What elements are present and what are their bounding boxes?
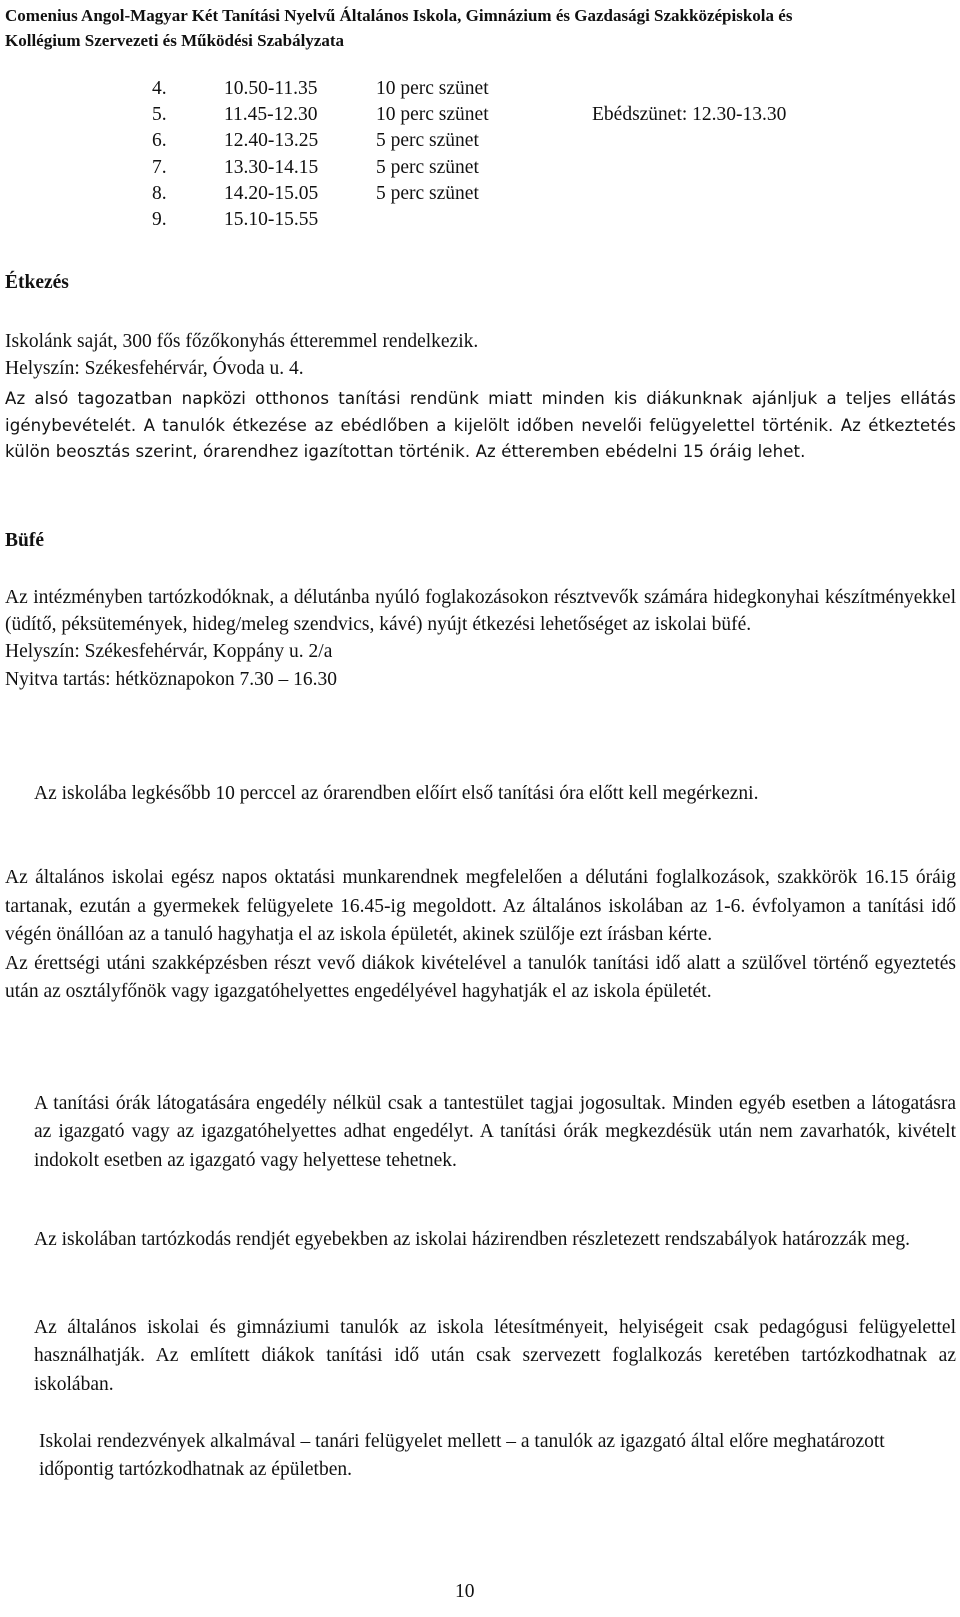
- lesson-time: 12.40-13.25: [224, 130, 319, 152]
- header-line-1: Comenius Angol-Magyar Két Tanítási Nyelvű Általános Iskola, Gimnázium és Gazdasági Szakközépiskola és: [5, 6, 793, 25]
- lesson-time: 10.50-11.35: [224, 78, 318, 99]
- house-rules: [5, 1226, 956, 1254]
- etkezes-text: Az alsó tagozatban napközi otthonos tanítási rendünk miatt minden kis diákunknak ajánljuk a teljes ellátás igénybevételét. A tanulók étkezése az ebédlőben a kijelölt időben nevelői felügyelettel történik. Az étkeztetés külön beosztás szerint, órarendhez igazítottan történik. Az étteremben ebédelni 15 óráig lehet.: [5, 389, 956, 461]
- lesson-number: 7.: [152, 156, 167, 178]
- break-length: 10 perc szünet: [376, 78, 489, 99]
- visiting-rule: [5, 1090, 956, 1175]
- lesson-number: 6.: [152, 130, 167, 152]
- arrival-rule-text: Az iskolába legkésőbb 10 perccel az órarendben előírt első tanítási óra előtt kell megérkezni.: [34, 783, 759, 804]
- facilities-rule: [5, 1314, 956, 1399]
- break-length: 5 perc szünet: [376, 156, 479, 178]
- etkezes-paragraph: [5, 386, 956, 466]
- lesson-number: 9.: [152, 208, 167, 230]
- bufe-hours-line: Nyitva tartás: hétköznapokon 7.30 – 16.30: [5, 668, 337, 690]
- page-number: 10: [455, 1581, 475, 1602]
- facilities-rule-text: Az általános iskolai és gimnáziumi tanulók az iskola létesítményeit, helyiségeit csak pedagógusi felügyelettel használhatják. Az említett diákok tanítási idő után csak szervezett foglalkozás keretében tartózkodhatnak az iskolában.: [34, 1317, 956, 1395]
- afternoon-rules: [5, 864, 956, 1007]
- arrival-rule: [5, 780, 956, 808]
- lesson-number: 4.: [152, 78, 167, 99]
- break-length: 5 perc szünet: [376, 130, 479, 152]
- events-rule-text: Iskolai rendezvények alkalmával – tanári felügyelet mellett – a tanulók az igazgató által előre meghatározott időpontig tartózkodhatnak az épületben.: [39, 1431, 885, 1481]
- visiting-rule-text: A tanítási órák látogatására engedély nélkül csak a tantestület tagjai jogosultak. Minden egyéb esetben a látogatásra az igazgató vagy az igazgatóhelyettes adhat engedélyt. A tanítási órák megkezdésük után nem zavarhatók, kivételt indokolt esetben az igazgató vagy helyettese tehetnek.: [34, 1093, 956, 1171]
- lesson-number: 5.: [152, 104, 167, 126]
- lesson-time: 14.20-15.05: [224, 182, 319, 204]
- document-header: [5, 3, 950, 53]
- etkezes-kitchen-line: Iskolánk saját, 300 fős főzőkonyhás étteremmel rendelkezik.: [5, 331, 479, 352]
- house-rules-text: Az iskolában tartózkodás rendjét egyebekben az iskolai házirendben részletezett rendszabályok határozzák meg.: [34, 1229, 911, 1250]
- section-heading-bufe: Büfé: [5, 530, 44, 551]
- section-heading-etkezes: Étkezés: [5, 272, 69, 293]
- etkezes-intro: [5, 328, 956, 382]
- etkezes-location-line: Helyszín: Székesfehérvár, Óvoda u. 4.: [5, 358, 304, 380]
- events-rule: [5, 1428, 956, 1485]
- bufe-paragraph: [5, 584, 956, 693]
- afternoon-rule-text: Az általános iskolai egész napos oktatási munkarendnek megfelelően a délutáni foglalkozások, szakkörök 16.15 óráig tartanak, ezután a gyermekek felügyelete 16.45-ig megoldott. Az általános iskolában az 1-6. évfolyamon a tanítási idő végén önállóan az a tanuló hagyhatja el az iskola épületét, akinek szülője ezt írásban kérte.: [5, 867, 956, 945]
- bufe-text: Az intézményben tartózkodóknak, a délutánba nyúló foglakozásokon résztvevők számára hidegkonyhai készítményekkel (üdítő, péksütemények, hideg/meleg szendvics, kávé) nyújt étkezési lehetőséget az iskolai büfé.: [5, 587, 956, 636]
- lesson-time: 15.10-15.55: [224, 208, 319, 230]
- lesson-number: 8.: [152, 182, 167, 204]
- bufe-location-line: Helyszín: Székesfehérvár, Koppány u. 2/a: [5, 641, 333, 663]
- lesson-time: 11.45-12.30: [224, 104, 318, 126]
- break-length: 5 perc szünet: [376, 182, 479, 204]
- lunch-break: Ebédszünet: 12.30-13.30: [592, 104, 787, 126]
- lesson-time: 13.30-14.15: [224, 156, 319, 178]
- break-length: 10 perc szünet: [376, 104, 489, 126]
- leaving-rule-text: Az érettségi utáni szakképzésben részt vevő diákok kivételével a tanulók tanítási idő alatt a szülővel történő egyeztetés után az osztályfőnök vagy igazgatóhelyettes engedélyével hagyhatják el az iskola épületét.: [5, 952, 956, 1002]
- header-line-2: Kollégium Szervezeti és Működési Szabályzata: [5, 31, 345, 50]
